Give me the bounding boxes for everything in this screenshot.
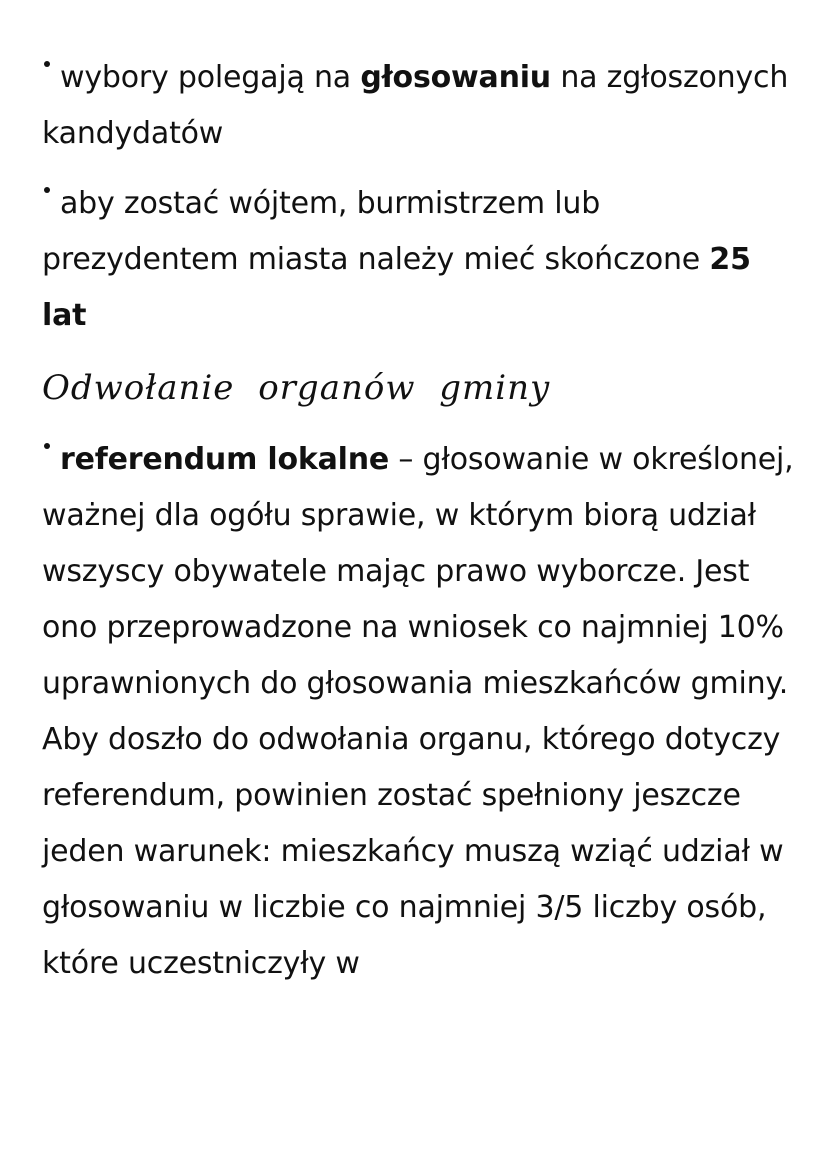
bullet-dot-icon: [44, 187, 50, 193]
bullet1-bold-term: głosowaniu: [360, 60, 551, 95]
bullet-dot-icon: [44, 61, 50, 67]
bullet1-text-after: na zgłoszonych kandydatów: [42, 60, 789, 151]
bullet-elections-voting: [42, 50, 802, 162]
document-page: [42, 50, 802, 992]
bullet2-bold-age: 25 lat: [42, 242, 751, 333]
bullet-local-referendum: [42, 432, 802, 992]
bullet-age-requirement: [42, 176, 802, 344]
bullet2-text-before: aby zostać wójtem, burmistrzem lub prezydentem miasta należy mieć skończone: [42, 186, 710, 277]
bullet-dot-icon: [44, 443, 50, 449]
bullet3-text-after: – głosowanie w określonej, ważnej dla ogółu sprawie, w którym biorą udział wszyscy obywatele mając prawo wyborcze. Jest ono przeprowadzone na wniosek co najmniej 10% uprawnionych do głosowania mieszkańców gminy. Aby doszło do odwołania organu, którego dotyczy referendum, powinien zostać spełniony jeszcze jeden warunek: mieszkańcy muszą wziąć udział w głosowaniu w liczbie co najmniej 3/5 liczby osób, które uczestniczyły w: [42, 442, 794, 981]
bullet1-text-before: wybory polegają na: [60, 60, 361, 95]
bullet3-bold-term: referendum lokalne: [60, 442, 390, 477]
section-heading: Odwołanie organów gminy: [42, 368, 551, 408]
